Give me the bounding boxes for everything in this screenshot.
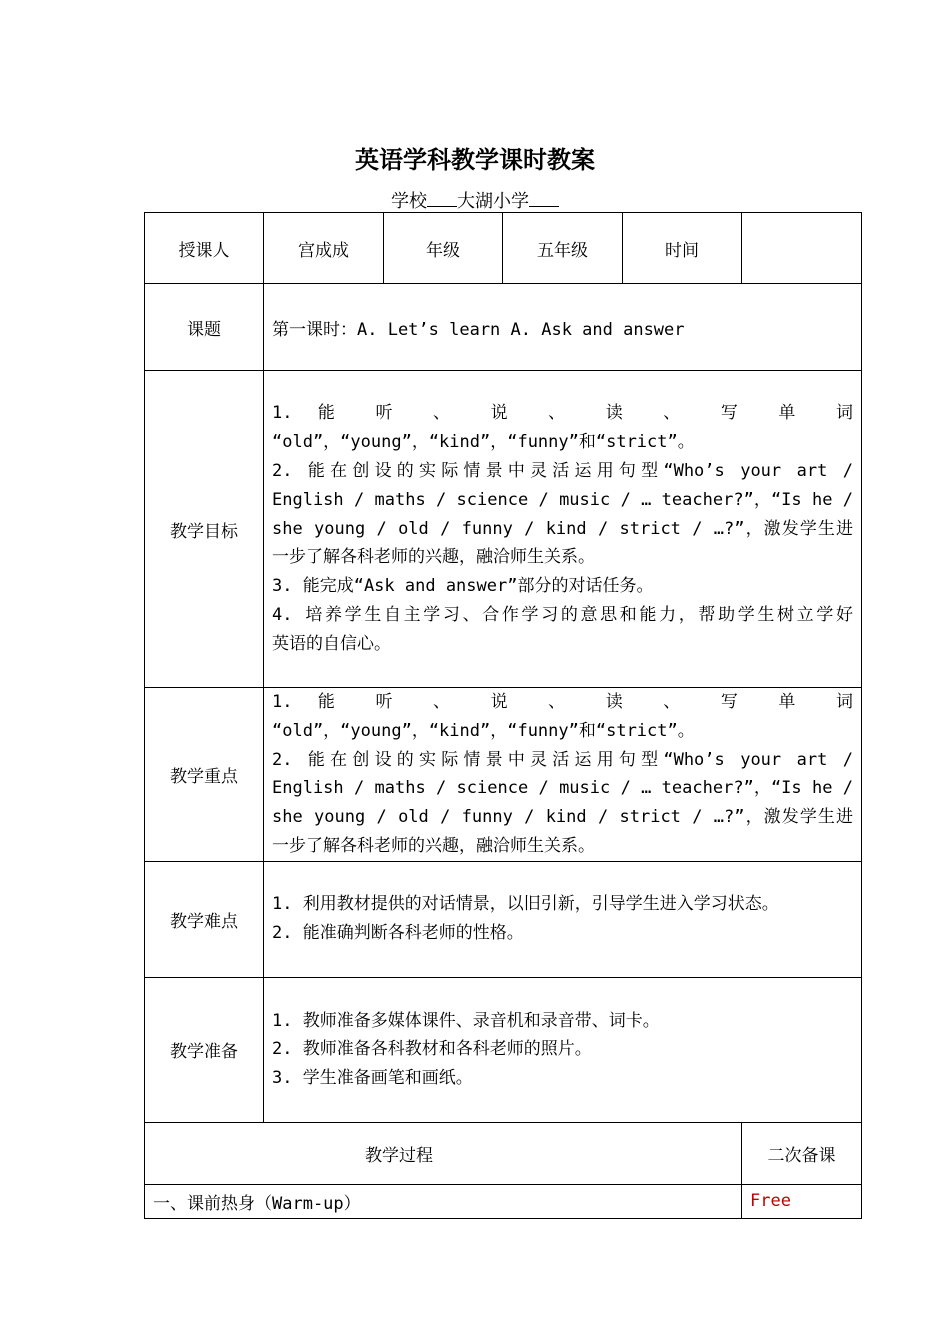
process-header-row	[145, 1122, 862, 1184]
process-label: 教学过程	[145, 1122, 742, 1184]
objective-line: 英语的自信心。	[272, 633, 391, 654]
lesson-plan-table	[144, 212, 862, 1219]
key-points-row	[145, 688, 862, 862]
blank-underline	[427, 192, 457, 207]
school-label: 学校	[391, 191, 427, 212]
preparation-line: 3. 学生准备画笔和画纸。	[272, 1068, 473, 1089]
objectives-label: 教学目标	[145, 371, 264, 688]
preparation-label: 教学准备	[145, 977, 264, 1122]
time-value	[742, 213, 862, 284]
objective-line: “old”，“young”，“kind”，“funny”和“strict”。	[272, 432, 695, 453]
objectives-row	[145, 371, 862, 688]
second-prep-label	[742, 1122, 862, 1184]
difficulty-line: 1. 利用教材提供的对话情景，以旧引新，引导学生进入学习状态。	[272, 894, 779, 915]
objectives-content	[264, 371, 862, 688]
objective-line: 2. 能在创设的实际情景中灵活运用句型“Who’s your art /	[272, 461, 853, 481]
warmup-note: Free	[742, 1184, 862, 1218]
topic-row	[145, 284, 862, 371]
teacher-label: 授课人	[145, 213, 264, 284]
key-points-label: 教学重点	[145, 688, 264, 862]
objective-line: English / maths / science / music / … teacher?”，“Is he /	[272, 489, 853, 510]
grade-label: 年级	[384, 213, 503, 284]
key-point-line: she young / old / funny / kind / strict / …?”，激发学生进	[272, 807, 853, 828]
key-point-line: 一步了解各科老师的兴趣，融洽师生关系。	[272, 835, 595, 856]
preparation-line: 1. 教师准备多媒体课件、录音机和录音带、词卡。	[272, 1010, 660, 1031]
key-points-content	[264, 688, 862, 862]
warmup-label: 一、课前热身（Warm-up）	[145, 1184, 742, 1218]
warmup-row	[145, 1184, 862, 1218]
objective-line: 4. 培养学生自主学习、合作学习的意思和能力，帮助学生树立学好	[272, 604, 853, 625]
key-point-line: “old”，“young”，“kind”，“funny”和“strict”。	[272, 720, 695, 741]
objective-line: 一步了解各科老师的兴趣，融洽师生关系。	[272, 547, 595, 568]
objective-line: 1. 能 听 、 说 、 读 、 写 单 词	[272, 403, 853, 424]
second-prep-text: 二次备课	[767, 1145, 836, 1166]
difficulties-content	[264, 861, 862, 977]
teacher-value: 宫成成	[264, 213, 384, 284]
preparation-line: 2. 教师准备各科教材和各科老师的照片。	[272, 1039, 592, 1060]
preparation-row	[145, 977, 862, 1122]
header-row	[145, 213, 862, 284]
school-line	[0, 187, 950, 213]
objective-line: she young / old / funny / kind / strict / …?”，激发学生进	[272, 518, 853, 539]
topic-value: 第一课时：A. Let’s learn A. Ask and answer	[264, 284, 862, 371]
key-point-line: 2. 能在创设的实际情景中灵活运用句型“Who’s your art /	[272, 749, 853, 770]
grade-value: 五年级	[503, 213, 623, 284]
difficulty-line: 2. 能准确判断各科老师的性格。	[272, 923, 524, 944]
objective-line: 3. 能完成“Ask and answer”部分的对话任务。	[272, 576, 654, 597]
difficulties-row	[145, 861, 862, 977]
blank-underline	[529, 192, 559, 207]
topic-label: 课题	[145, 284, 264, 371]
document-title: 英语学科教学课时教案	[355, 146, 595, 174]
key-point-line: English / maths / science / music / … teacher?”，“Is he /	[272, 778, 853, 799]
school-name: 大湖小学	[457, 191, 529, 212]
key-point-line: 1. 能 听 、 说 、 读 、 写 单 词	[272, 692, 853, 712]
time-label: 时间	[623, 213, 742, 284]
preparation-content	[264, 977, 862, 1122]
difficulties-label: 教学难点	[145, 861, 264, 977]
